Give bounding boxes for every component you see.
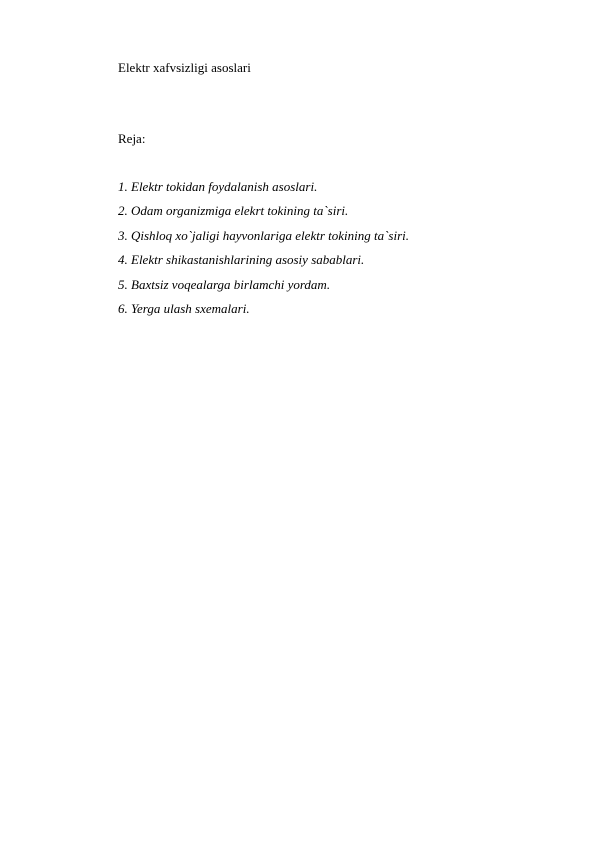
plan-item: 4. Elektr shikastanishlarining asosiy sabablari. [118, 252, 365, 268]
plan-item: 2. Odam organizmiga elekrt tokining ta`siri. [118, 203, 349, 219]
plan-item: 3. Qishloq xo`jaligi hayvonlariga elektr tokining ta`siri. [118, 227, 410, 243]
plan-item: 5. Baxtsiz voqealarga birlamchi yordam. [118, 276, 331, 292]
document-title: Elektr xafvsizligi asoslari [118, 60, 251, 75]
plan-item: 6. Yerga ulash sxemalari. [118, 300, 250, 316]
plan-item: 1. Elektr tokidan foydalanish asoslari. [118, 179, 318, 194]
plan-label: Reja: [118, 131, 146, 146]
plan-list [118, 179, 409, 325]
